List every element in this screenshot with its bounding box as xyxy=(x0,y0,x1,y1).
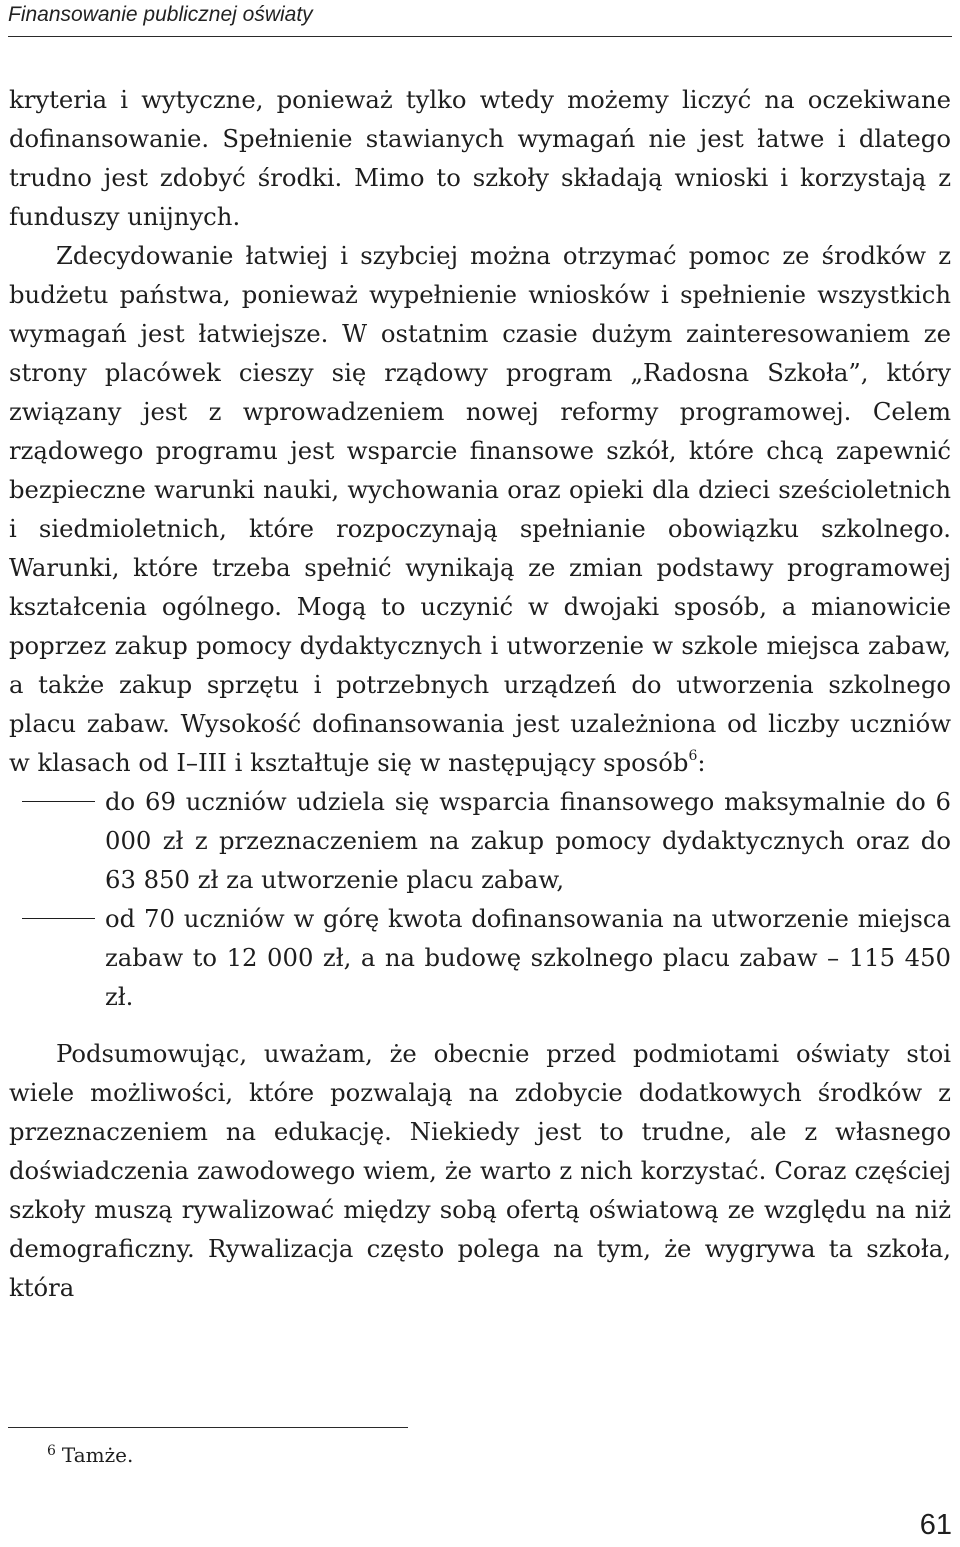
list-item xyxy=(9,782,951,899)
paragraph-2-tail: : xyxy=(697,748,706,777)
running-title: Finansowanie publicznej oświaty xyxy=(8,3,313,26)
footnote xyxy=(47,1440,133,1473)
main-text xyxy=(9,80,951,1307)
page-number: 61 xyxy=(919,1509,952,1541)
paragraph-1: kryteria i wytyczne, ponieważ tylko wtedy możemy liczyć na oczekiwane dofinansowanie. Spełnienie stawianych wymagań nie jest łatwe i dlatego trudno jest zdobyć środki. Mimo to szkoły składają wnioski i korzystają z funduszy unijnych. xyxy=(9,85,951,231)
list-item xyxy=(9,899,951,1016)
footnote-separator xyxy=(8,1427,408,1428)
list-item-text: do 69 uczniów udziela się wsparcia finansowego maksymalnie do 6 000 zł z przeznaczeniem na zakup pomocy dydaktycznych oraz do 63 850 zł za utworzenie placu zabaw, xyxy=(105,787,951,894)
em-dash-bullet-icon xyxy=(22,918,95,919)
footnote-number: 6 xyxy=(47,1443,56,1459)
funding-list xyxy=(9,782,951,1016)
paragraph-3: Podsumowując, uważam, że obecnie przed podmiotami oświaty stoi wiele możliwości, które pozwalają na zdobycie dodatkowych środków z przeznaczeniem na edukację. Niekiedy jest to trudne, ale z własnego doświadczenia zawodowego wiem, że warto z nich korzystać. Coraz częściej szkoły muszą rywalizować między sobą ofertą oświatową ze względu na niż demograficzny. Rywalizacja często polega na tym, że wygrywa ta szkoła, która xyxy=(9,1039,951,1302)
running-header xyxy=(8,0,952,37)
paragraph-2-text: Zdecydowanie łatwiej i szybciej można otrzymać pomoc ze środków z budżetu państwa, ponieważ wypełnienie wniosków i spełnienie wszystkich wymagań jest łatwiejsze. W ostatnim czasie dużym zainteresowaniem ze strony placówek cieszy się rządowy program „Radosna Szkoła”, który związany jest z wprowadzeniem nowej reformy programowej. Celem rządowego programu jest wsparcie finansowe szkół, które chcą zapewnić bezpieczne warunki nauki, wychowania oraz opieki dla dzieci sześcioletnich i siedmioletnich, które rozpoczynają spełnianie obowiązku szkolnego. Warunki, które trzeba spełnić wynikają ze zmian podstawy programowej kształcenia ogólnego. Mogą to uczynić w dwojaki sposób, a mianowicie poprzez zakup pomocy dydaktycznych i utworzenie w szkole miejsca zabaw, a także zakup sprzętu i potrzebnych urządzeń do utworzenia szkolnego placu zabaw. Wysokość dofinansowania jest uzależniona od liczby uczniów w klasach od I–III i kształtuje się w następujący sposób xyxy=(9,241,951,777)
em-dash-bullet-icon xyxy=(22,801,95,802)
paragraph-2 xyxy=(9,236,951,782)
footnote-text: Tamże. xyxy=(61,1443,134,1467)
footnote-reference[interactable]: 6 xyxy=(688,747,698,764)
list-item-text: od 70 uczniów w górę kwota dofinansowania na utworzenie miejsca zabaw to 12 000 zł, a na budowę szkolnego placu zabaw – 115 450 zł. xyxy=(105,904,951,1011)
